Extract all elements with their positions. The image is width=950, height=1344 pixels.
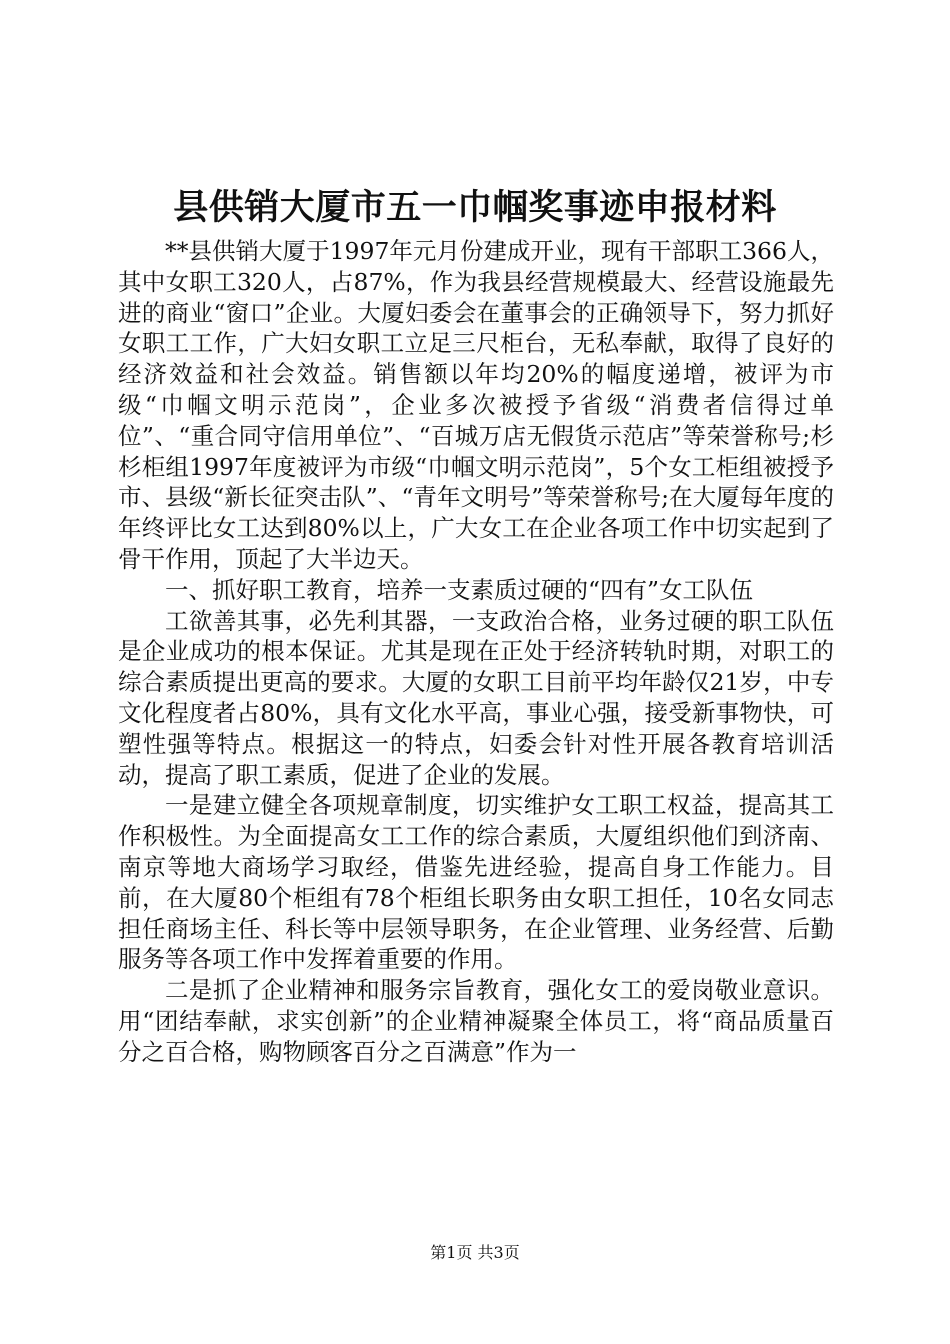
page-footer: 第1页 共3页 [430, 1243, 520, 1262]
paragraph-point-2: 二是抓了企业精神和服务宗旨教育，强化女工的爱岗敬业意识。用“团结奉献，求实创新”的企业精神凝聚全体员工，将“商品质量百分之百合格，购物顾客百分之百满意”作为一 [118, 976, 834, 1066]
document-title: 县供销大厦市五一巾帼奖事迹申报材料 [173, 187, 777, 228]
paragraph-point-1: 一是建立健全各项规章制度，切实维护女工职工权益，提高其工作积极性。为全面提高女工工作的综合素质，大厦组织他们到济南、南京等地大商场学习取经，借鉴先进经验，提高自身工作能力。目前，在大厦80个柜组有78个柜组长职务由女职工担任，10名女同志担任商场主任、科长等中层领导职务，在企业管理、业务经营、后勤服务等各项工作中发挥着重要的作用。 [118, 791, 834, 974]
paragraph-section-1: 工欲善其事，必先利其器，一支政治合格，业务过硬的职工队伍是企业成功的根本保证。尤其是现在正处于经济转轨时期，对职工的综合素质提出更高的要求。大厦的女职工目前平均年龄仅21岁，中专文化程度者占80%，具有文化水平高，事业心强，接受新事物快，可塑性强等特点。根据这一的特点，妇委会针对性开展各教育培训活动，提高了职工素质，促进了企业的发展。 [118, 606, 834, 789]
document-body [118, 236, 834, 1068]
paragraph-intro: **县供销大厦于1997年元月份建成开业，现有干部职工366人，其中女职工320人，占87%，作为我县经营规模最大、经营设施最先进的商业“窗口”企业。大厦妇委会在董事会的正确领导下，努力抓好女职工工作，广大妇女职工立足三尺柜台，无私奉献，取得了良好的经济效益和社会效益。销售额以年均20%的幅度递增，被评为市级“巾帼文明示范岗”，企业多次被授予省级“消费者信得过单位”、“重合同守信用单位”、“百城万店无假货示范店”等荣誉称号;杉杉柜组1997年度被评为市级“巾帼文明示范岗”，5个女工柜组被授予市、县级“新长征突击队”、“青年文明号”等荣誉称号;在大厦每年度的年终评比女工达到80%以上，广大女工在企业各项工作中切实起到了骨干作用，顶起了大半边天。 [118, 237, 834, 573]
section-heading-1: 一、抓好职工教育，培养一支素质过硬的“四有”女工队伍 [165, 575, 754, 604]
